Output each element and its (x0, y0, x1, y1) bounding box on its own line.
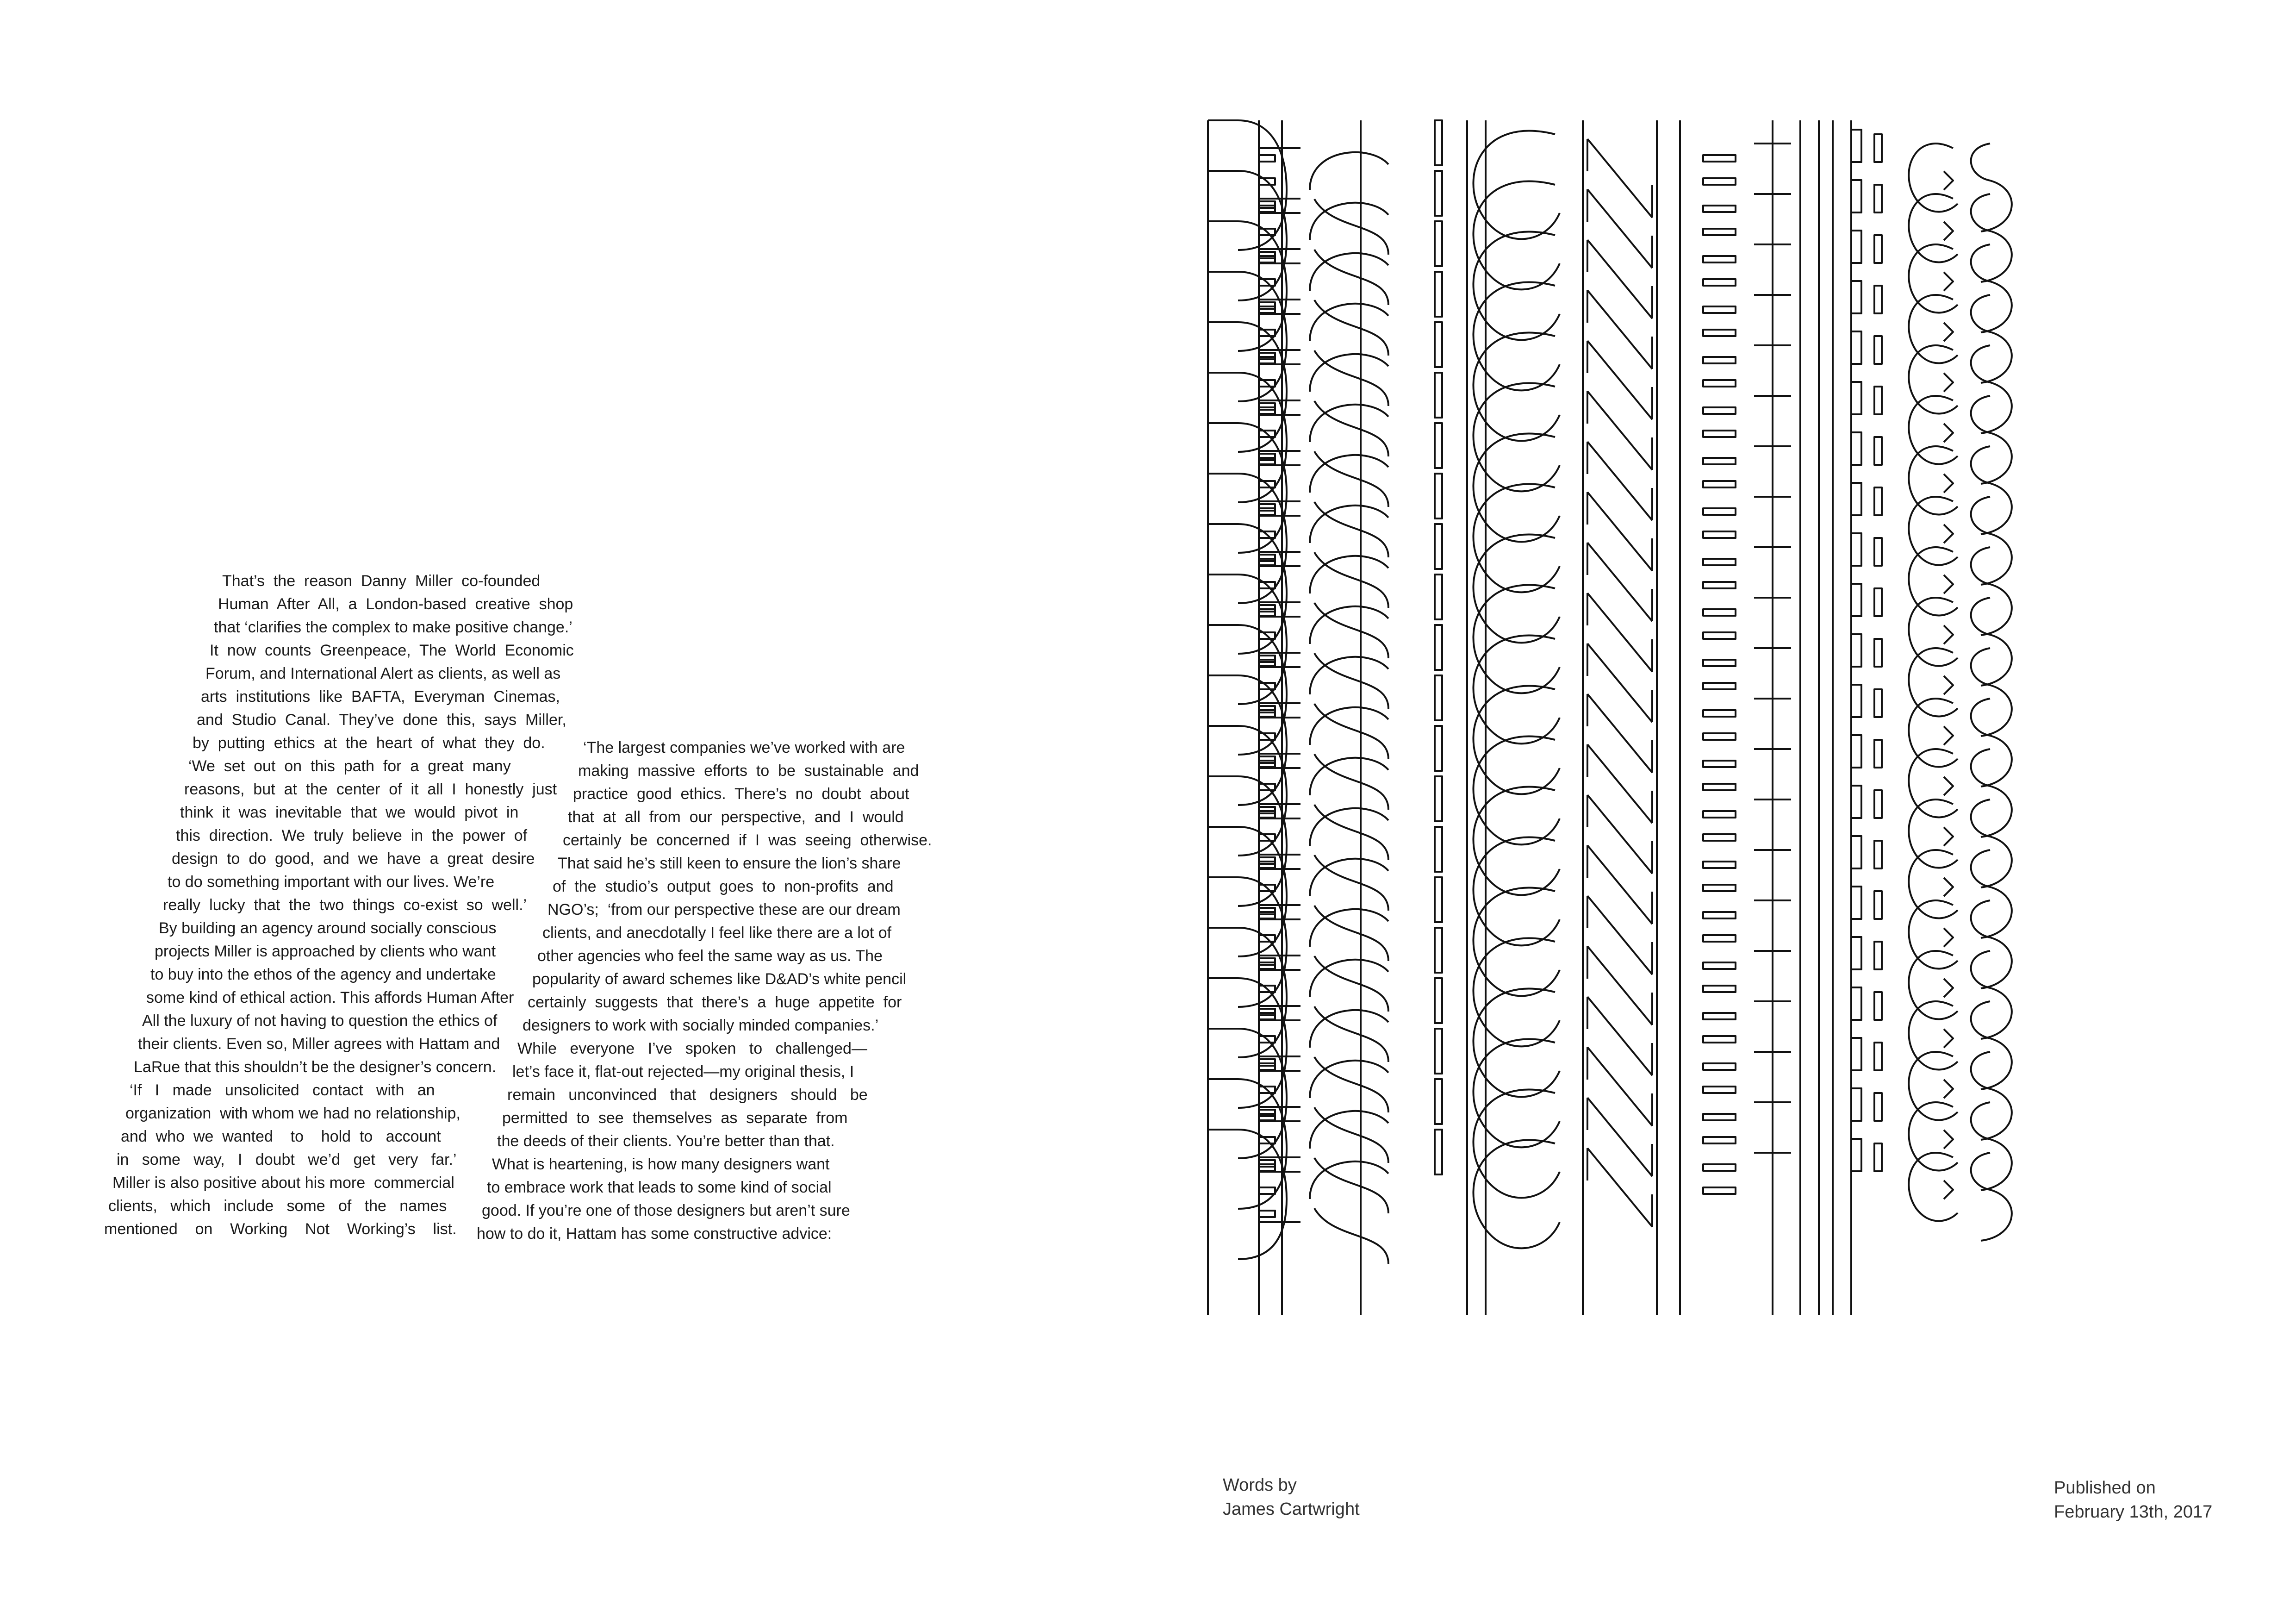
article-line: ‘The largest companies we’ve worked with are (583, 739, 905, 756)
article-line: the deeds of their clients. You’re better than that. (497, 1132, 835, 1150)
article-line: Forum, and International Alert as clients, as well as (205, 665, 561, 682)
article-line: NGO’s; ‘from our perspective these are our dream (548, 901, 901, 918)
article-line: their clients. Even so, Miller agrees with Hattam and (138, 1035, 500, 1053)
article-line: arts institutions like BAFTA, Everyman Cinemas, (201, 688, 560, 706)
article-line: and who we wanted to hold to account (121, 1128, 441, 1145)
article-line: design to do good, and we have a great desire (172, 850, 535, 868)
article-line: this direction. We truly believe in the power of (176, 827, 528, 844)
article-line: really lucky that the two things co-exist so well.’ (163, 896, 527, 914)
article-line: organization with whom we had no relationship, (125, 1105, 460, 1122)
article-line: It now counts Greenpeace, The World Economic (210, 642, 574, 659)
publish-credit (2054, 1476, 2212, 1524)
article-line: to buy into the ethos of the agency and undertake (150, 966, 496, 983)
article-line: While everyone I’ve spoken to challenged— (517, 1040, 867, 1057)
article-line: popularity of award schemes like D&AD’s white pencil (532, 970, 907, 988)
article-line: some kind of ethical action. This affords Human After (146, 989, 514, 1006)
author-credit (1223, 1473, 1360, 1521)
published-date: February 13th, 2017 (2054, 1502, 2213, 1522)
article-line: Miller is also positive about his more commercial (112, 1174, 454, 1192)
article-line: designers to work with socially minded companies.’ (523, 1017, 879, 1034)
article-line: ‘We set out on this path for a great many (188, 757, 511, 775)
article-line: By building an agency around socially conscious (159, 919, 497, 937)
article-line: That said he’s still keen to ensure the lion’s share (558, 855, 901, 872)
article-line: permitted to see themselves as separate from (502, 1109, 848, 1127)
article-line: how to do it, Hattam has some constructive advice: (477, 1225, 832, 1243)
published-label: Published on (2054, 1478, 2156, 1498)
article-line: of the studio’s output goes to non-profits and (553, 878, 894, 895)
article-line: projects Miller is approached by clients who want (155, 943, 496, 960)
design-ethics-artwork (1194, 111, 2203, 1361)
article-line: other agencies who feel the same way as us. The (537, 947, 883, 965)
article-line: reasons, but at the center of it all I honestly just (184, 781, 557, 798)
article-line: certainly suggests that there’s a huge appetite for (528, 993, 902, 1011)
article-line: that at all from our perspective, and I would (568, 808, 904, 826)
article-line: All the luxury of not having to question the ethics of (142, 1012, 498, 1030)
article-line: that ‘clarifies the complex to make positive change.’ (214, 618, 572, 636)
article-line: Human After All, a London-based creative shop (218, 595, 573, 613)
article-line: That’s the reason Danny Miller co-founded (222, 572, 541, 590)
article-line: let’s face it, flat-out rejected—my original thesis, I (512, 1063, 854, 1081)
article-line: What is heartening, is how many designers want (492, 1156, 830, 1173)
article-line: ‘If I made unsolicited contact with an (130, 1081, 435, 1099)
article-line: clients, which include some of the names (108, 1197, 447, 1215)
article-line: to do something important with our lives. We’re (168, 873, 495, 891)
words-by-label: Words by (1223, 1475, 1297, 1495)
article-line: remain unconvinced that designers should be (507, 1086, 868, 1104)
author-name: James Cartwright (1223, 1499, 1360, 1519)
article-line: mentioned on Working Not Working’s list. (104, 1220, 457, 1238)
article-line: to embrace work that leads to some kind of social (487, 1179, 832, 1196)
article-column-right (477, 736, 949, 1245)
article-line: practice good ethics. There’s no doubt about (573, 785, 909, 803)
article-line: and Studio Canal. They’ve done this, says Miller, (197, 711, 566, 729)
article-line: think it was inevitable that we would pivot in (180, 804, 519, 821)
article-line: clients, and anecdotally I feel like there are a lot of (542, 924, 892, 942)
article-line: in some way, I doubt we’d get very far.’ (117, 1151, 457, 1168)
article-line: by putting ethics at the heart of what they do. (193, 734, 545, 752)
article-line: making massive efforts to be sustainable and (578, 762, 919, 780)
article-line: LaRue that this shouldn’t be the designer’s concern. (134, 1058, 497, 1076)
article-line: certainly be concerned if I was seeing otherwise. (563, 831, 932, 849)
article-line: good. If you’re one of those designers but aren’t sure (482, 1202, 850, 1219)
